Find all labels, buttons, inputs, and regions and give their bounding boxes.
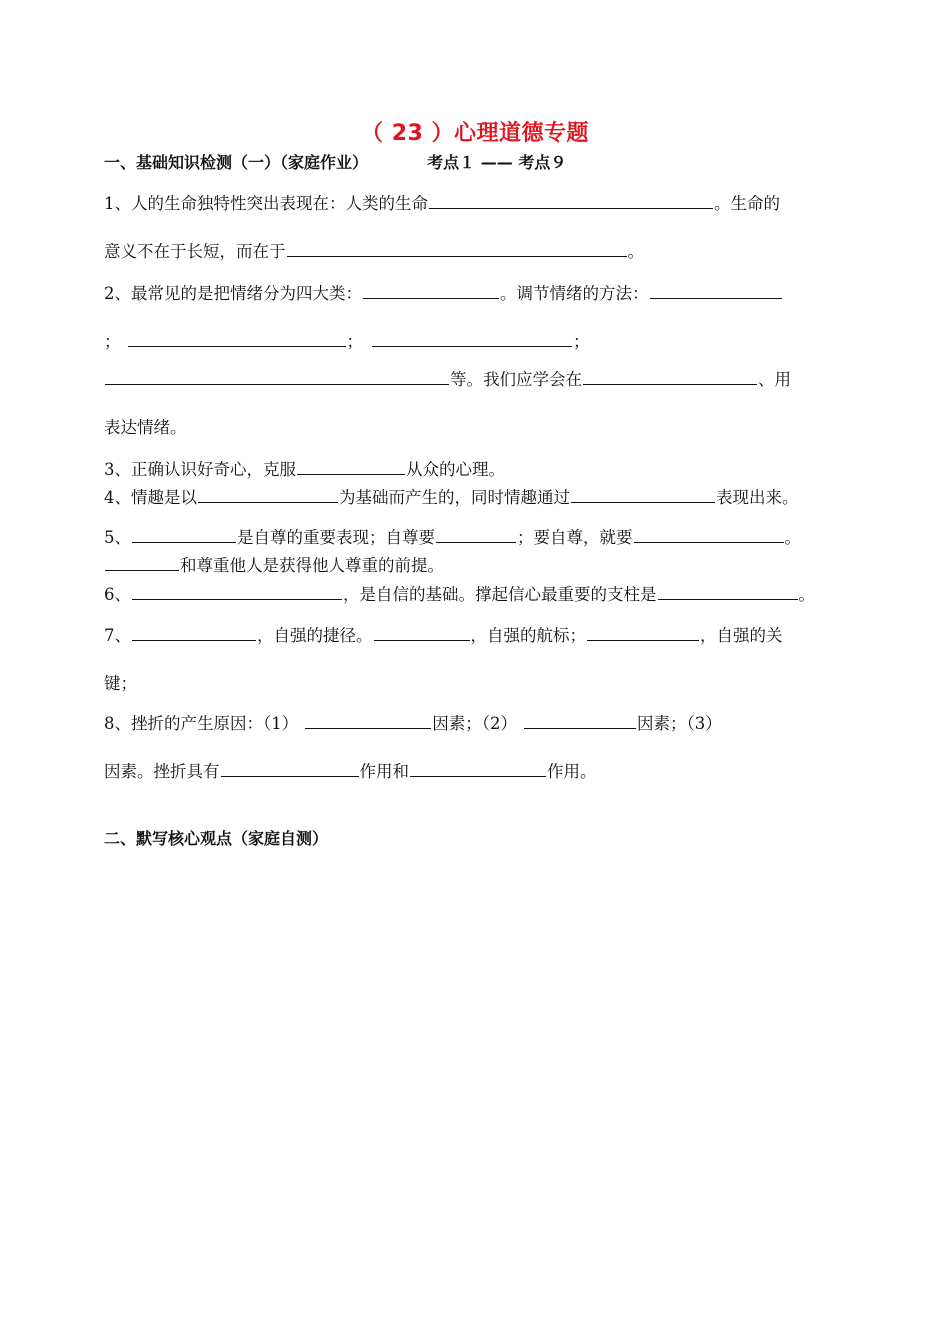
question-7-line-1	[104, 622, 783, 646]
question-5-line-1	[104, 524, 801, 548]
question-6-text-b: ，是自信的基础。撑起信心最重要的支柱是	[343, 585, 657, 604]
question-8-text-f: 作用。	[547, 762, 597, 781]
question-4-line	[104, 484, 799, 508]
question-2-line-3	[104, 366, 791, 390]
question-3-line	[104, 456, 505, 480]
question-6-line	[104, 581, 815, 605]
question-4-text-b: 为基础而产生的，同时情趣通过	[339, 488, 570, 507]
answer-blank[interactable]	[132, 524, 236, 543]
question-2-text-d: ；	[346, 332, 363, 351]
question-8-text-c: 因素；（3）	[637, 714, 722, 733]
answer-blank[interactable]	[221, 758, 359, 777]
question-8-text-a: 8、挫折的产生原因：（1）	[104, 714, 299, 733]
question-6-text-c: 。	[798, 585, 815, 604]
question-8-line-2	[104, 758, 597, 782]
answer-blank[interactable]	[583, 366, 757, 385]
question-1-text-c: 意义不在于长短，而在于	[104, 242, 286, 261]
question-2-text-c: ；	[104, 332, 121, 351]
answer-blank[interactable]	[571, 484, 715, 503]
question-5-text-d: 。	[784, 528, 801, 547]
answer-blank[interactable]	[128, 328, 346, 347]
answer-blank[interactable]	[105, 366, 449, 385]
answer-blank[interactable]	[132, 581, 342, 600]
question-1-text-a: 1、人的生命独特性突出表现在：人类的生命	[104, 194, 428, 213]
answer-blank[interactable]	[587, 622, 699, 641]
question-8-line-1	[104, 710, 722, 734]
question-5-line-2	[104, 552, 444, 576]
question-4-text-a: 4、情趣是以	[104, 488, 197, 507]
section-2-heading-line	[104, 826, 328, 849]
question-8-text-d: 因素。挫折具有	[104, 762, 220, 781]
answer-blank[interactable]	[410, 758, 546, 777]
answer-blank[interactable]	[634, 524, 784, 543]
question-2-text-b: 。调节情绪的方法：	[500, 284, 649, 303]
question-1-text-d: 。	[627, 242, 644, 261]
answer-blank[interactable]	[436, 524, 516, 543]
section-1-range: 考点１ —— 考点９	[427, 153, 567, 172]
answer-blank[interactable]	[524, 710, 636, 729]
question-3-text-b: 从众的心理。	[406, 460, 505, 479]
answer-blank[interactable]	[297, 456, 405, 475]
answer-blank[interactable]	[305, 710, 431, 729]
question-8-text-b: 因素；（2）	[432, 714, 517, 733]
section-1-heading: 一、基础知识检测（一）（家庭作业）	[104, 153, 369, 172]
question-2-line-4	[104, 414, 187, 438]
question-2-text-a: 2、最常见的是把情绪分为四大类：	[104, 284, 362, 303]
question-2-text-e: ；	[573, 332, 590, 351]
answer-blank[interactable]	[105, 552, 179, 571]
question-2-text-h: 表达情绪。	[104, 418, 187, 437]
question-7-line-2	[104, 670, 137, 694]
question-7-text-a: 7、	[104, 626, 131, 645]
question-3-text-a: 3、正确认识好奇心，克服	[104, 460, 296, 479]
answer-blank[interactable]	[132, 622, 256, 641]
question-1-line-2	[104, 238, 644, 262]
question-6-text-a: 6、	[104, 585, 131, 604]
answer-blank[interactable]	[363, 280, 499, 299]
answer-blank[interactable]	[374, 622, 470, 641]
question-7-text-b: ，自强的捷径。	[257, 626, 373, 645]
answer-blank[interactable]	[658, 581, 798, 600]
question-7-text-e: 键；	[104, 674, 137, 693]
question-2-line-2	[104, 328, 590, 352]
question-2-line-1	[104, 280, 783, 304]
question-4-text-c: 表现出来。	[716, 488, 799, 507]
question-5-text-c: ；要自尊，就要	[517, 528, 633, 547]
answer-blank[interactable]	[372, 328, 572, 347]
question-5-text-b: 是自尊的重要表现；自尊要	[237, 528, 435, 547]
question-7-text-c: ，自强的航标；	[470, 626, 586, 645]
answer-blank[interactable]	[429, 190, 713, 209]
section-2-heading: 二、默写核心观点（家庭自测）	[104, 829, 329, 848]
question-2-text-g: 、用	[758, 370, 791, 389]
section-1-heading-line	[104, 150, 566, 173]
question-1-text-b: 。生命的	[714, 194, 780, 213]
answer-blank[interactable]	[198, 484, 338, 503]
question-1-line-1	[104, 190, 780, 214]
question-2-text-f: 等。我们应学会在	[450, 370, 582, 389]
question-8-text-e: 作用和	[359, 762, 409, 781]
answer-blank[interactable]	[650, 280, 782, 299]
answer-blank[interactable]	[287, 238, 627, 257]
question-5-text-a: 5、	[104, 528, 131, 547]
question-5-text-e: 和尊重他人是获得他人尊重的前提。	[180, 556, 444, 575]
question-7-text-d: ，自强的关	[700, 626, 783, 645]
page-title: （ 23 ）心理道德专题	[361, 121, 589, 146]
